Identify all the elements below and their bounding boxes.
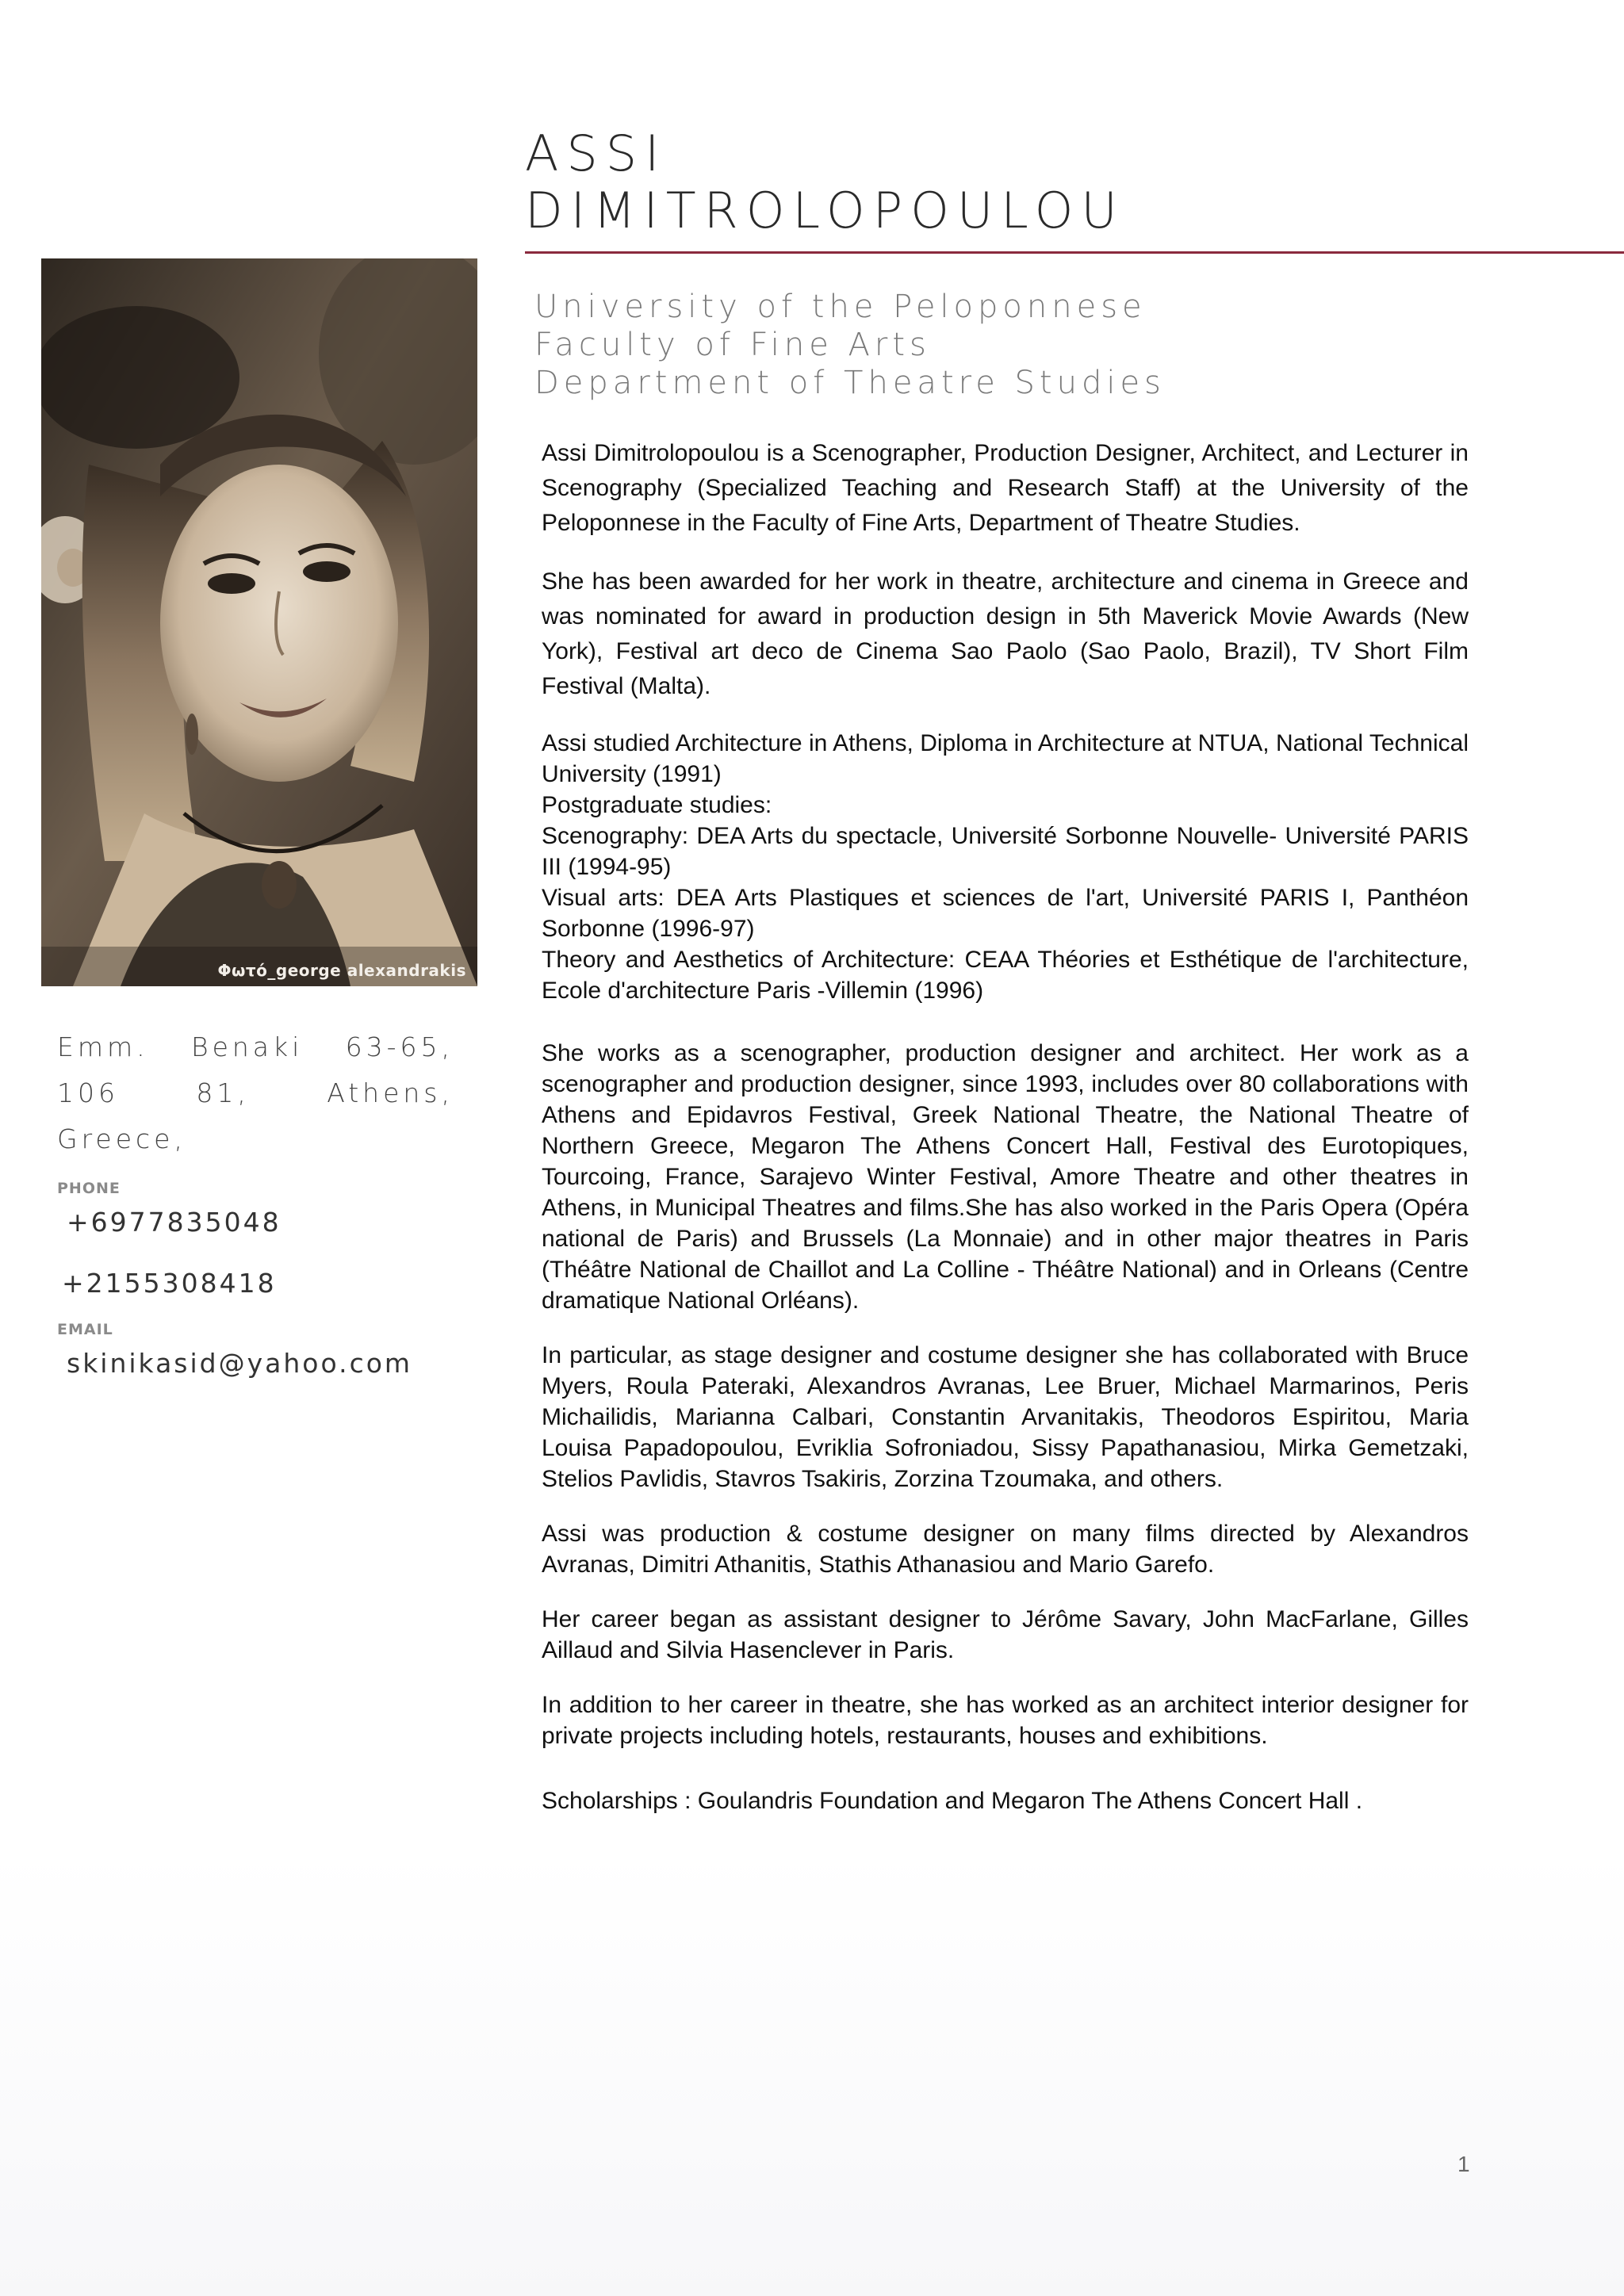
page-title (525, 125, 1125, 239)
education-theory: Theory and Aesthetics of Architecture: CEAA Théories et Esthétique de l'architecture, Ecole d'architecture Paris -Villemin (1996) (542, 947, 1469, 1004)
bio-work: She works as a scenographer, production designer and architect. Her work as a scenographer and production designer, since 1993, includes over 80 collaborations with Athens and Epidavros Festival, Greek National Theatre, the National Theatre of Northern Greece, Megaron The Athens Concert Hall, Festival des Eurotopiques, Tourcoing, France, Sarajevo Winter Festival, Amore Theatre and other theatres in Athens, in Municipal Theatres and films.She has also worked in the Paris Opera (Opéra national de Paris) and Brussels (La Monnaie) and in other major theatres in Paris (Théâtre National de Chaillot and La Colline - Théâtre National) and in Orleans (Centre dramatique National Orléans). (542, 1040, 1469, 1314)
name-first: ASSI (525, 124, 668, 182)
title-divider (525, 251, 1624, 254)
portrait-photo (41, 258, 477, 986)
education-architecture: Assi studied Architecture in Athens, Diploma in Architecture at NTUA, National Technical University (1991) (542, 730, 1469, 787)
email-address[interactable]: skinikasid@yahoo.com (67, 1348, 413, 1379)
bio-awards: She has been awarded for her work in theatre, architecture and cinema in Greece and was nominated for award in production design in 5th Maverick Movie Awards (New York), Festival art deco de Cinema Sao Paolo (Sao Paolo, Brazil), TV Short Film Festival (Malta). (542, 568, 1469, 699)
phone-label: PHONE (57, 1180, 121, 1197)
name-last: DIMITROLOPOULOU (525, 182, 1125, 239)
bio-career: Her career began as assistant designer to Jérôme Savary, John MacFarlane, Gilles Aillaud and Silvia Hasenclever in Paris. (542, 1606, 1469, 1663)
portrait-illustration (41, 258, 477, 986)
bio-films: Assi was production & costume designer on many films directed by Alexandros Avranas, Dimitri Athanitis, Stathis Athanasiou and Mario Garefo. (542, 1521, 1469, 1578)
bio-collaborations: In particular, as stage designer and costume designer she has collaborated with Bruce Myers, Roula Pateraki, Alexandros Avranas, Lee Bruer, Michael Marmarinos, Peris Michailidis, Marianna Calbari, Constantin Arvanitakis, Theodoros Espiritou, Maria Louisa Papadopoulou, Evriklia Sofroniadou, Sissy Papathanasiou, Mirka Gemetzaki, Stelios Pavlidis, Stavros Tsakiris, Zorzina Tzoumaka, and others. (542, 1342, 1469, 1492)
bio-intro: Assi Dimitrolopoulou is a Scenographer, Production Designer, Architect, and Lecturer in Scenography (Specialized Teaching and Research Staff) at the University of the Peloponnese in the Faculty of Fine Arts, Department of Theatre Studies. (542, 440, 1469, 536)
education-scenography: Scenography: DEA Arts du spectacle, Université Sorbonne Nouvelle- Université PARIS III (1994-95) (542, 823, 1469, 880)
email-label: EMAIL (57, 1321, 113, 1338)
photo-credit: Φωτό_george alexandrakis (217, 961, 466, 980)
institution-faculty: Faculty of Fine Arts (534, 327, 931, 363)
contact-sidebar (57, 1024, 454, 1379)
institution-university: University of the Peloponnese (534, 289, 1147, 325)
phone-secondary[interactable]: +2155308418 (62, 1268, 277, 1299)
education-visual-arts: Visual arts: DEA Arts Plastiques et sciences de l'art, Université PARIS I, Panthéon Sorbonne (1996-97) (542, 885, 1469, 942)
education-postgraduate-heading: Postgraduate studies: (542, 792, 772, 818)
address: Emm. Benaki 63-65, 106 81, Athens, Greece, (57, 1031, 454, 1154)
bio-architecture: In addition to her career in theatre, she has worked as an architect interior designer for private projects including hotels, restaurants, houses and exhibitions. (542, 1692, 1469, 1749)
page-background (0, 1852, 1624, 2296)
biography (542, 436, 1469, 1841)
bio-scholarships: Scholarships : Goulandris Foundation and Megaron The Athens Concert Hall . (542, 1788, 1363, 1814)
bio-education (542, 728, 1469, 1006)
institution-block (534, 288, 1166, 402)
page-number: 1 (1457, 2152, 1470, 2176)
phone-primary[interactable]: +6977835048 (67, 1207, 282, 1238)
institution-department: Department of Theatre Studies (534, 365, 1166, 401)
